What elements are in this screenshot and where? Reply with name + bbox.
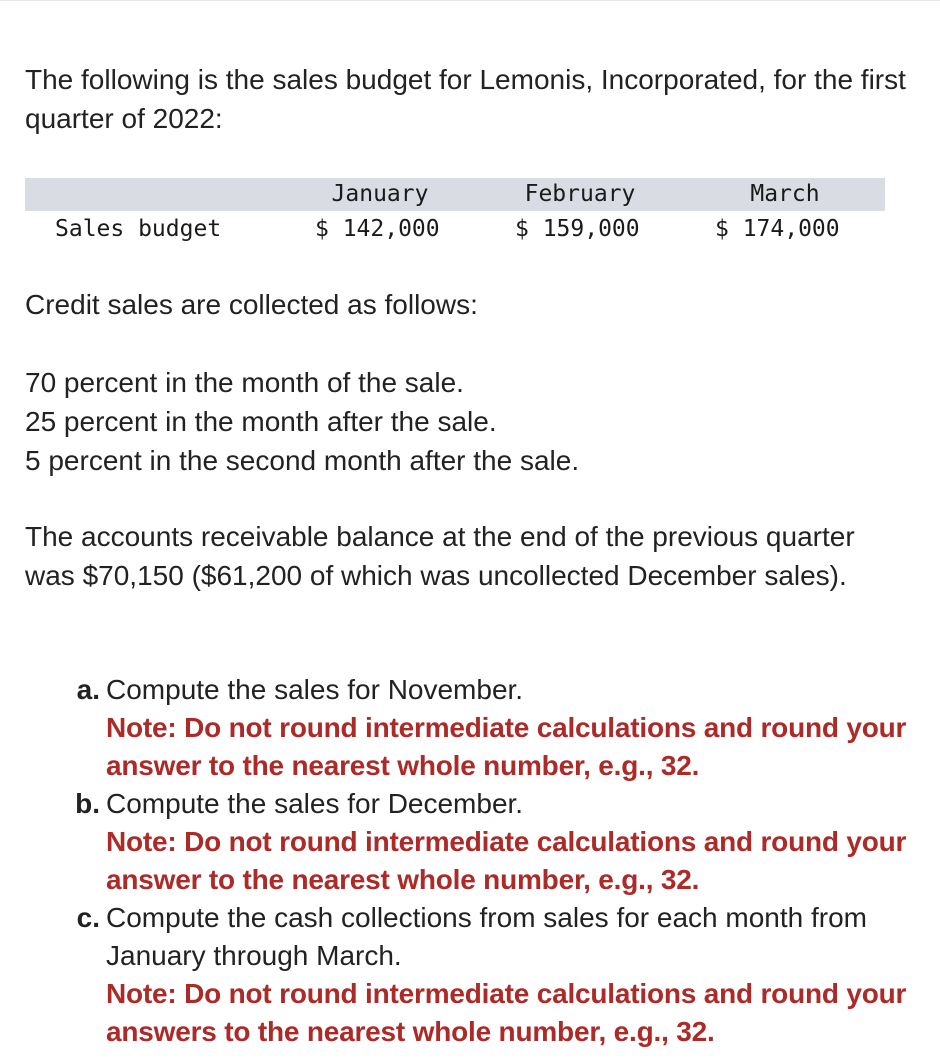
question-a — [60, 671, 920, 785]
questions-list — [60, 671, 920, 1051]
header-february: February — [524, 181, 636, 207]
january-sales-value: $ 142,000 — [315, 216, 440, 242]
question-b — [60, 785, 920, 899]
sales-budget-table — [25, 178, 885, 247]
question-text: Compute the sales for November. — [106, 674, 524, 705]
rounding-note: Note: Do not round intermediate calculations and round your answer to the nearest whole number, e.g., 32. — [106, 826, 907, 895]
question-letter: a. — [76, 674, 100, 705]
table-header-row — [25, 178, 885, 211]
header-march: March — [750, 181, 820, 207]
collection-rates-list — [25, 363, 925, 480]
march-sales-value: $ 174,000 — [715, 216, 840, 242]
header-january: January — [331, 181, 429, 207]
question-letter: b. — [75, 788, 100, 819]
question-text: Compute the sales for December. — [106, 788, 524, 819]
top-divider — [0, 0, 940, 1]
rate-line-second-month: 5 percent in the second month after the sale. — [25, 445, 580, 476]
rate-line-current-month: 70 percent in the month of the sale. — [25, 367, 464, 398]
intro-paragraph: The following is the sales budget for Lemonis, Incorporated, for the first quarter of 2022: — [25, 64, 906, 134]
rounding-note: Note: Do not round intermediate calculations and round your answer to the nearest whole number, e.g., 32. — [106, 712, 907, 781]
february-sales-value: $ 159,000 — [515, 216, 640, 242]
rounding-note: Note: Do not round intermediate calculations and round your answers to the nearest whole number, e.g., 32. — [106, 978, 907, 1047]
question-letter: c. — [76, 902, 100, 933]
rate-line-next-month: 25 percent in the month after the sale. — [25, 406, 497, 437]
question-c — [60, 899, 920, 1051]
row-label: Sales budget — [55, 216, 222, 242]
table-row-sales-budget — [25, 211, 885, 247]
question-text: Compute the cash collections from sales for each month from January through March. — [106, 902, 868, 971]
accounts-receivable-paragraph: The accounts receivable balance at the end of the previous quarter was $70,150 ($61,200 of which was uncollected December sales). — [25, 521, 855, 591]
credit-intro: Credit sales are collected as follows: — [25, 289, 478, 320]
